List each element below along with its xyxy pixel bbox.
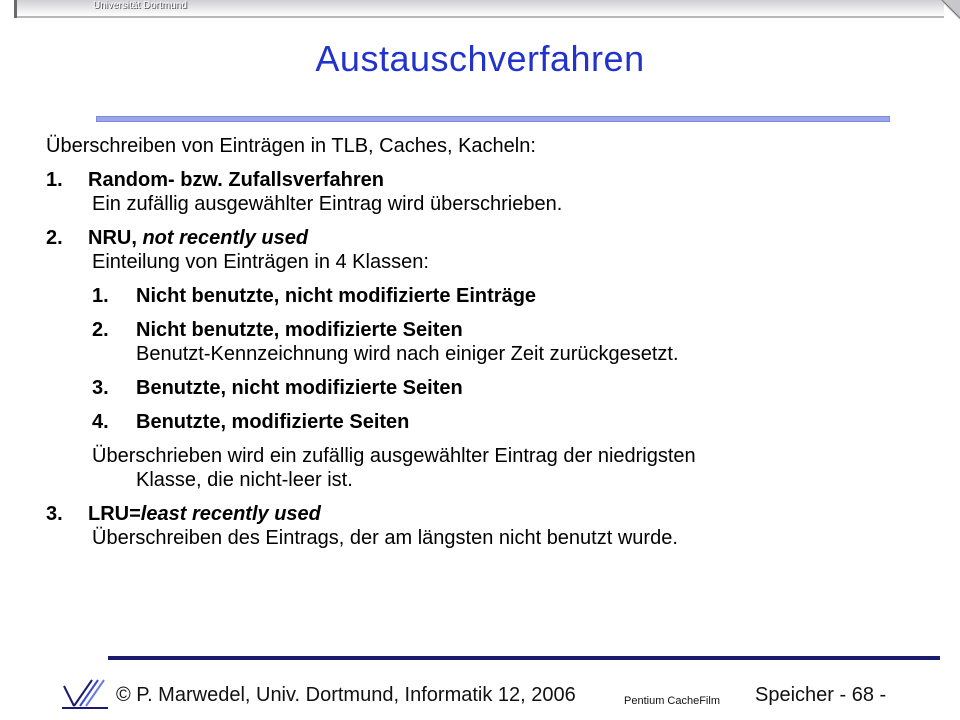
- item-heading: NRU,: [88, 227, 143, 249]
- item-number: 3.: [46, 503, 63, 525]
- item-heading: Random- bzw. Zufallsverfahren: [88, 169, 384, 191]
- intro-text: Überschreiben von Einträgen in TLB, Caches, Kacheln:: [46, 135, 536, 157]
- subitem-text: Nicht benutzte, nicht modifizierte Einträge: [136, 285, 537, 307]
- sublist-item: [46, 284, 926, 308]
- slide-content: [46, 134, 926, 560]
- university-logo-icon: [62, 676, 110, 712]
- subitem-number: 1.: [92, 285, 109, 307]
- subitem-number: 4.: [92, 411, 109, 433]
- university-label: Universität Dortmund: [93, 0, 187, 11]
- sublist-item: [46, 318, 926, 366]
- note-line: Überschrieben wird ein zufällig ausgewählter Eintrag der niedrigsten: [92, 445, 696, 467]
- nru-note: [46, 444, 926, 492]
- note-line: Klasse, die nicht-leer ist.: [136, 469, 353, 491]
- subitem-text: Benutzte, modifizierte Seiten: [136, 411, 410, 433]
- list-item-lru: [46, 502, 926, 550]
- list-item-random: [46, 168, 926, 216]
- pentium-cachefilm-link[interactable]: Pentium CacheFilm: [624, 695, 720, 707]
- item-description: Überschreiben des Eintrags, der am längsten nicht benutzt wurde.: [92, 527, 678, 549]
- subitem-number: 3.: [92, 377, 109, 399]
- subitem-text: Benutzte, nicht modifizierte Seiten: [136, 377, 463, 399]
- subitem-description: Benutzt-Kennzeichnung wird nach einiger Zeit zurückgesetzt.: [136, 343, 679, 365]
- item-heading-italic: least recently used: [140, 503, 321, 525]
- list-item-nru: [46, 226, 926, 274]
- top-bar-edge: [14, 0, 17, 18]
- item-number: 1.: [46, 169, 63, 191]
- slide-title: Austauschverfahren: [315, 38, 645, 79]
- item-number: 2.: [46, 227, 63, 249]
- subitem-number: 2.: [92, 319, 109, 341]
- footer-divider: [108, 656, 940, 660]
- item-description: Einteilung von Einträgen in 4 Klassen:: [92, 251, 429, 273]
- footer-copyright: © P. Marwedel, Univ. Dortmund, Informatik 12, 2006: [116, 684, 576, 706]
- item-description: Ein zufällig ausgewählter Eintrag wird überschrieben.: [92, 193, 563, 215]
- page-number: Speicher - 68 -: [755, 684, 887, 706]
- sublist-item: [46, 376, 926, 400]
- sublist-item: [46, 410, 926, 434]
- title-underline: [96, 116, 890, 122]
- item-heading: LRU=: [88, 503, 141, 525]
- corner-decoration: [940, 0, 960, 20]
- item-heading-italic: not recently used: [142, 227, 309, 249]
- subitem-text: Nicht benutzte, modifizierte Seiten: [136, 319, 463, 341]
